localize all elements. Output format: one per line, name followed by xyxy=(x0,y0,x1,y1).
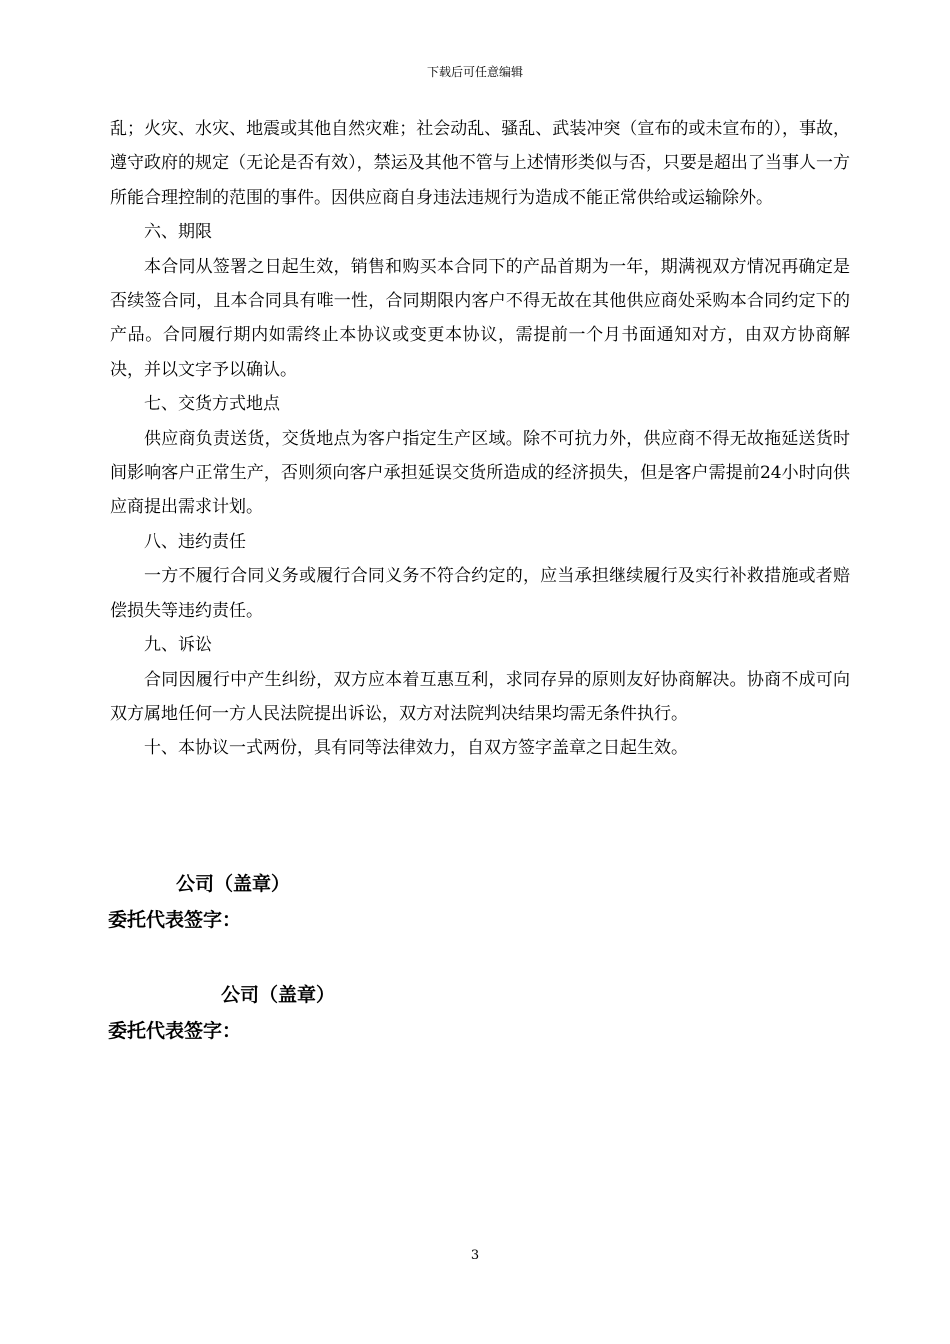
paragraph-liability: 一方不履行合同义务或履行合同义务不符合约定的，应当承担继续履行及实行补救措施或者赔偿损失等违约责任。 xyxy=(110,566,850,621)
page-header: 下载后可任意编辑 xyxy=(426,65,523,79)
paragraph-force-majeure-continued: 乱；火灾、水灾、地震或其他自然灾难；社会动乱、骚乱、武装冲突（宣布的或未宣布的），事故，遵守政府的规定（无论是否有效），禁运及其他不管与上述情形类似与否，只要是超出了当事人一方所能合理控制的范围的事件。因供应商自身违法违规行为造成不能正常供给或运输除外。 xyxy=(110,119,850,208)
signature-company-2: 公司（盖章） xyxy=(221,984,336,1006)
paragraph-copies: 十、本协议一式两份，具有同等法律效力，自双方签字盖章之日起生效。 xyxy=(144,738,688,759)
signature-company-1: 公司（盖章） xyxy=(176,873,291,895)
section-heading-litigation: 九、诉讼 xyxy=(144,635,212,656)
section-heading-delivery: 七、交货方式地点 xyxy=(144,394,280,415)
section-heading-term: 六、期限 xyxy=(144,222,212,243)
page-number: 3 xyxy=(470,1248,480,1263)
paragraph-litigation: 合同因履行中产生纠纷，双方应本着互惠互利，求同存异的原则友好协商解决。协商不成可向双方属地任何一方人民法院提出诉讼，双方对法院判决结果均需无条件执行。 xyxy=(110,669,850,724)
section-heading-liability: 八、违约责任 xyxy=(144,531,246,552)
contract-body xyxy=(110,112,850,766)
signature-representative-1: 委托代表签字： xyxy=(108,909,242,931)
paragraph-term: 本合同从签署之日起生效，销售和购买本合同下的产品首期为一年，期满视双方情况再确定是否续签合同，且本合同具有唯一性，合同期限内客户不得无故在其他供应商处采购本合同约定下的产品。合同履行期内如需终止本协议或变更本协议，需提前一个月书面通知对方，由双方协商解决，并以文字予以确认。 xyxy=(110,256,850,380)
paragraph-delivery: 供应商负责送货，交货地点为客户指定生产区域。除不可抗力外，供应商不得无故拖延送货时间影响客户正常生产，否则须向客户承担延误交货所造成的经济损失，但是客户需提前24小时向供应商提出需求计划。 xyxy=(110,428,850,518)
signature-representative-2: 委托代表签字： xyxy=(108,1020,242,1042)
